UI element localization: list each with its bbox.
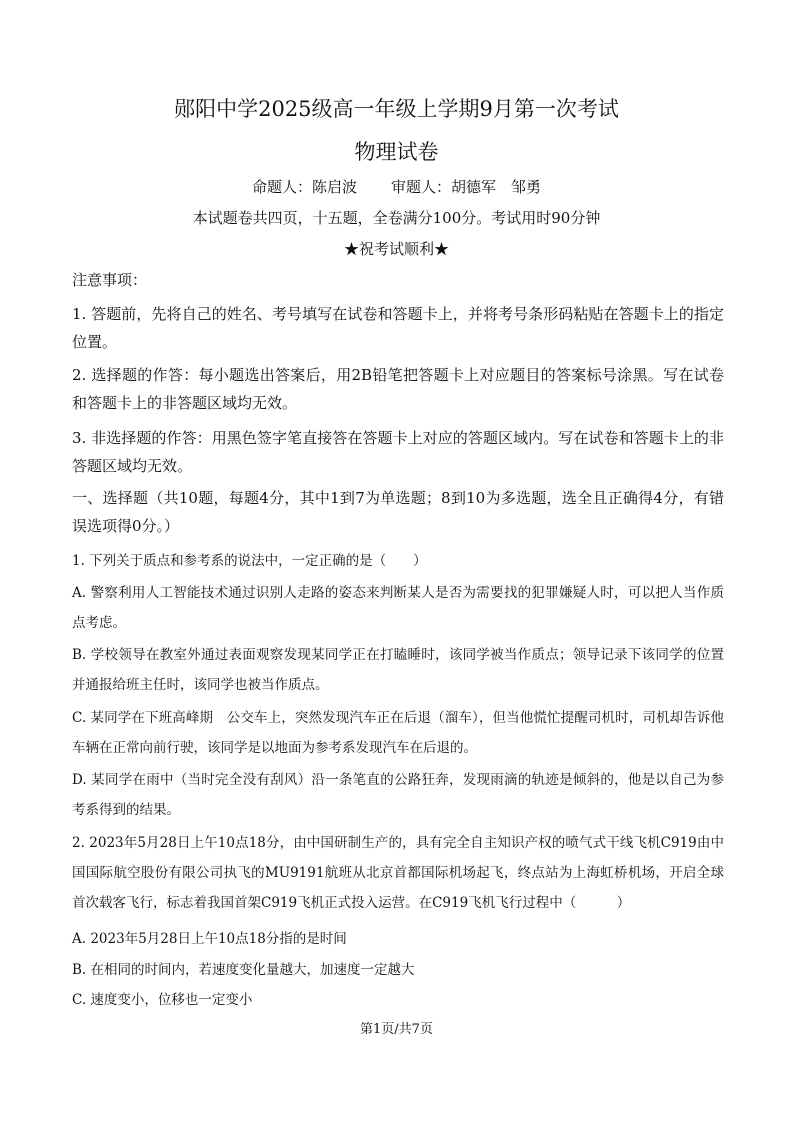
question-1-option-a: A. 警察利用人工智能技术通过识别人走路的姿态来判断某人是否为需要找的犯罪嫌疑人时，可以把人当作质点考虑。 bbox=[72, 585, 724, 631]
question-1-option-d: D. 某同学在雨中（当时完全没有刮风）沿一条笔直的公路狂奔，发现雨滴的轨迹是倾斜的，他是以自己为参考系得到的结果。 bbox=[72, 772, 724, 818]
author-label: 命题人：陈启波 bbox=[251, 178, 357, 196]
exam-subtitle: 物理试卷 bbox=[354, 140, 439, 164]
question-2-stem: 2. 2023年5月28日上午10点18分，由中国研制生产的，具有完全自主知识产权的喷气式干线飞机C919由中国国际航空股份有限公司执飞的MU9191航班从北京首都国际机场起飞，终点站为上海虹桥机场，开启全球首次载客飞行，标志着我国首架C919飞机正式投入运营。在C919飞机飞行过程中（ ） bbox=[72, 835, 724, 911]
notice-item-3: 3. 非选择题的作答：用黑色签字笔直接答在答题卡上对应的答题区域内。写在试卷和答题卡上的非答题区域均无效。 bbox=[72, 429, 724, 475]
question-1-option-c: C. 某同学在下班高峰期 公交车上，突然发现汽车正在后退（溜车），但当他慌忙提醒司机时，司机却告诉他车辆在正常向前行驶，该同学是以地面为参考系发现汽车在后退的。 bbox=[72, 710, 724, 756]
authors-line bbox=[0, 176, 793, 198]
question-1-stem: 1. 下列关于质点和参考系的说法中，一定正确的是（ ） bbox=[72, 553, 427, 569]
notice-title: 注意事项： bbox=[72, 271, 148, 289]
notice-item-1: 1. 答题前，先将自己的姓名、考号填写在试卷和答题卡上，并将考号条形码粘贴在答题卡上的指定位置。 bbox=[72, 305, 724, 351]
page-number: 第1页/共7页 bbox=[360, 1022, 433, 1037]
section-heading: 一、选择题（共10题，每题4分，其中1到7为单选题；8到10为多选题，选全且正确得4分，有错误选项得0分。） bbox=[72, 489, 724, 535]
notice-item-2: 2. 选择题的作答：每小题选出答案后，用2B铅笔把答题卡上对应题目的答案标号涂黑。写在试卷和答题卡上的非答题区域均无效。 bbox=[72, 366, 724, 412]
reviewer-label: 审题人：胡德军 邹勇 bbox=[391, 178, 542, 196]
question-1-option-b: B. 学校领导在教室外通过表面观察发现某同学正在打瞌睡时，该同学被当作质点；领导记录下该同学的位置并通报给班主任时，该同学也被当作质点。 bbox=[72, 647, 724, 693]
exam-title: 郧阳中学2025级高一年级上学期9月第一次考试 bbox=[174, 97, 619, 121]
good-luck-line: ★祝考试顺利★ bbox=[343, 240, 449, 258]
question-2-option-b: B. 在相同的时间内，若速度变化量越大，加速度一定越大 bbox=[72, 962, 415, 978]
exam-info: 本试题卷共四页，十五题，全卷满分100分。考试用时90分钟 bbox=[192, 209, 601, 227]
question-2-option-c: C. 速度变小，位移也一定变小 bbox=[72, 992, 253, 1008]
question-2-option-a: A. 2023年5月28日上午10点18分指的是时间 bbox=[72, 931, 347, 947]
